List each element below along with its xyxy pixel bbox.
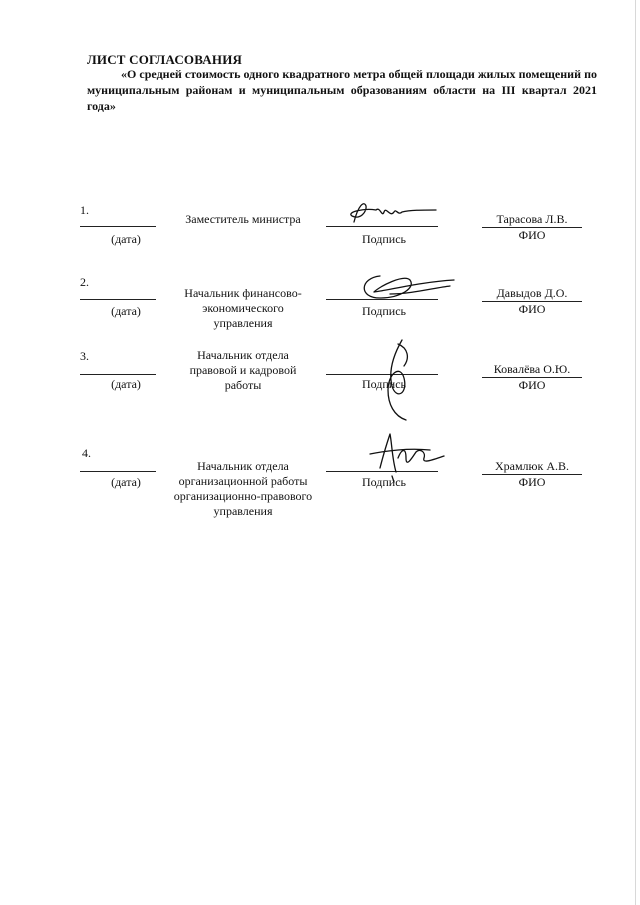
date-line bbox=[80, 226, 156, 227]
page-edge bbox=[635, 0, 636, 905]
approver-fio bbox=[482, 362, 582, 393]
fio-label: ФИО bbox=[518, 228, 546, 242]
approver-fio bbox=[482, 459, 582, 490]
signature-label: Подпись bbox=[361, 475, 407, 489]
signature-label: Подпись bbox=[361, 232, 407, 246]
approver-position: Начальник финансово-экономического управления bbox=[184, 286, 302, 330]
signature-mark bbox=[350, 268, 460, 308]
fio-label: ФИО bbox=[518, 378, 546, 392]
date-line bbox=[80, 299, 156, 300]
approver-fio bbox=[482, 212, 582, 243]
approval-number: 1. bbox=[80, 203, 89, 217]
approver-position: Начальник отдела правовой и кадровой работы bbox=[189, 348, 297, 392]
fio-label: ФИО bbox=[518, 302, 546, 316]
document-title: ЛИСТ СОГЛАСОВАНИЯ bbox=[87, 52, 243, 67]
date-label: (дата) bbox=[111, 232, 141, 246]
approval-number: 2. bbox=[80, 275, 89, 289]
signature-mark bbox=[340, 196, 440, 232]
approver-name: Храмлюк А.В. bbox=[482, 459, 582, 475]
approver-position: Заместитель министра bbox=[185, 212, 301, 226]
approver-name: Ковалёва О.Ю. bbox=[482, 362, 582, 378]
approval-number: 4. bbox=[82, 446, 91, 460]
date-label: (дата) bbox=[111, 304, 141, 318]
signature-mark bbox=[358, 334, 428, 424]
document-subject: «О средней стоимость одного квадратного метра общей площади жилых помещений по муниципальным районам и муниципальным образованиям области на III квартал 2021 года» bbox=[87, 67, 597, 113]
signature-label: Подпись bbox=[361, 304, 407, 318]
approval-number: 3. bbox=[80, 349, 89, 363]
fio-label: ФИО bbox=[518, 475, 546, 489]
signature-mark bbox=[340, 428, 450, 484]
date-label: (дата) bbox=[111, 475, 141, 489]
signature-label: Подпись bbox=[361, 377, 407, 391]
date-label: (дата) bbox=[111, 377, 141, 391]
date-line bbox=[80, 471, 156, 472]
approver-position: Начальник отдела организационной работы организационно-правового управления bbox=[173, 459, 313, 518]
approver-fio bbox=[482, 286, 582, 317]
approver-name: Давыдов Д.О. bbox=[482, 286, 582, 302]
date-line bbox=[80, 374, 156, 375]
approver-name: Тарасова Л.В. bbox=[482, 212, 582, 228]
